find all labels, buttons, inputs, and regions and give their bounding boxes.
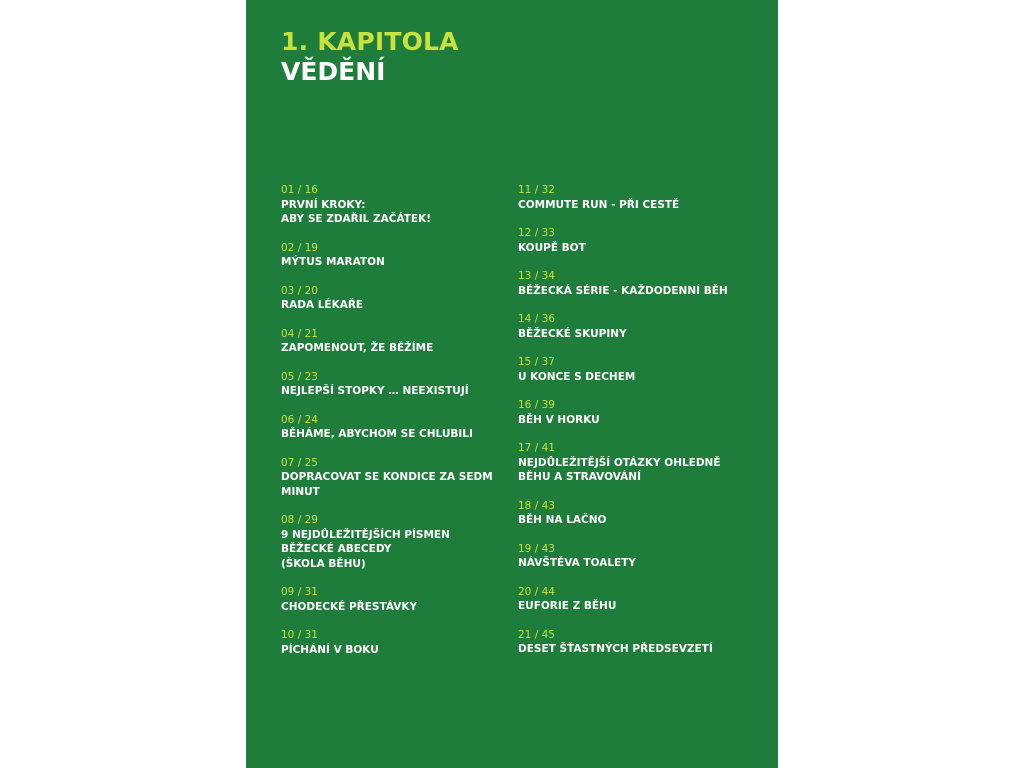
- toc-entry: [518, 355, 758, 384]
- toc-entry: [518, 226, 758, 255]
- toc-entry: [518, 628, 758, 657]
- toc-entry-title: DESET ŠŤASTNÝCH PŘEDSEVZETÍ: [518, 643, 713, 655]
- toc-entry-page-ref: 18 / 43: [518, 499, 555, 512]
- toc-entry-title: RADA LÉKAŘE: [281, 299, 364, 311]
- toc-entry-title: BĚH NA LAČNO: [518, 514, 607, 526]
- toc-entry-title: MÝTUS MARATON: [281, 256, 385, 268]
- toc-entry-title: COMMUTE RUN - PŘI CESTĚ: [518, 198, 680, 211]
- toc-entry: [281, 183, 521, 227]
- toc-entry-page-ref: 06 / 24: [281, 413, 318, 426]
- chapter-number: 1. KAPITOLA: [281, 27, 459, 56]
- toc-entry-title: 9 NEJDŮLEŽITĚJŠÍCH PÍSMEN BĚŽECKÉ ABECEDY (ŠKOLA BĚHU): [281, 528, 450, 570]
- toc-entry: [518, 398, 758, 427]
- toc-entry-title: EUFORIE Z BĚHU: [518, 600, 617, 612]
- toc-entry-page-ref: 09 / 31: [281, 586, 318, 598]
- toc-entry-page-ref: 14 / 36: [518, 313, 555, 325]
- toc-entry-page-ref: 02 / 19: [281, 241, 318, 254]
- toc-entry: [281, 456, 521, 500]
- toc-entry-page-ref: 10 / 31: [281, 629, 318, 641]
- toc-entry-title: NÁVŠTĚVA TOALETY: [518, 557, 636, 569]
- toc-entry-page-ref: 07 / 25: [281, 456, 318, 469]
- toc-entry-title: CHODECKÉ PŘESTÁVKY: [281, 600, 418, 613]
- toc-entry: [518, 585, 758, 614]
- toc-entry-page-ref: 21 / 45: [518, 628, 555, 641]
- toc-entry: [518, 441, 758, 485]
- toc-entry: [281, 628, 521, 657]
- toc-entry: [518, 269, 758, 298]
- toc-entry: [281, 513, 521, 571]
- toc-entry-page-ref: 17 / 41: [518, 442, 555, 454]
- toc-entry-title: BĚŽECKÁ SÉRIE - KAŽDODENNÍ BĚH: [518, 284, 728, 297]
- toc-entry-page-ref: 08 / 29: [281, 514, 318, 526]
- toc-entry-page-ref: 12 / 33: [518, 227, 555, 239]
- toc-entry-page-ref: 05 / 23: [281, 370, 318, 383]
- toc-entry-title: NEJDŮLEŽITĚJŠÍ OTÁZKY OHLEDNĚ BĚHU A STRAVOVÁNÍ: [518, 456, 721, 483]
- toc-entry: [281, 370, 521, 399]
- toc-entry: [518, 542, 758, 571]
- toc-entry-page-ref: 15 / 37: [518, 356, 555, 368]
- toc-entry: [518, 312, 758, 341]
- toc-entry-title: DOPRACOVAT SE KONDICE ZA SEDM MINUT: [281, 471, 493, 498]
- toc-entry-page-ref: 04 / 21: [281, 327, 318, 340]
- toc-entry-title: NEJLEPŠÍ STOPKY … NEEXISTUJÍ: [281, 385, 469, 397]
- toc-entry-page-ref: 03 / 20: [281, 284, 318, 297]
- toc-right-column: [518, 183, 758, 671]
- toc-entry-title: BĚHÁME, ABYCHOM SE CHLUBILI: [281, 428, 473, 440]
- toc-left-column: [281, 183, 521, 671]
- toc-entry: [281, 585, 521, 614]
- toc-entry-title: BĚH V HORKU: [518, 413, 600, 426]
- toc-entry-page-ref: 11 / 32: [518, 184, 555, 196]
- toc-entry-title: PÍCHÁNÍ V BOKU: [281, 643, 379, 656]
- toc-entry: [281, 413, 521, 442]
- toc-entry-title: ZAPOMENOUT, ŽE BĚŽÍME: [281, 342, 434, 354]
- toc-entry: [281, 284, 521, 313]
- toc-entry-page-ref: 13 / 34: [518, 270, 555, 282]
- toc-entry: [518, 499, 758, 528]
- toc-entry-page-ref: 19 / 43: [518, 542, 555, 555]
- toc-entry-page-ref: 01 / 16: [281, 184, 318, 196]
- chapter-title: VĚDĚNÍ: [281, 57, 386, 86]
- toc-entry: [281, 327, 521, 356]
- toc-entry: [281, 241, 521, 270]
- toc-entry: [518, 183, 758, 212]
- toc-entry-title: BĚŽECKÉ SKUPINY: [518, 327, 627, 340]
- toc-entry-page-ref: 16 / 39: [518, 399, 555, 411]
- toc-entry-title: PRVNÍ KROKY: ABY SE ZDAŘIL ZAČÁTEK!: [281, 198, 432, 225]
- toc-entry-page-ref: 20 / 44: [518, 585, 555, 598]
- toc-entry-title: U KONCE S DECHEM: [518, 370, 636, 383]
- chapter-page: [246, 0, 778, 768]
- toc-entry-title: KOUPĚ BOT: [518, 241, 586, 254]
